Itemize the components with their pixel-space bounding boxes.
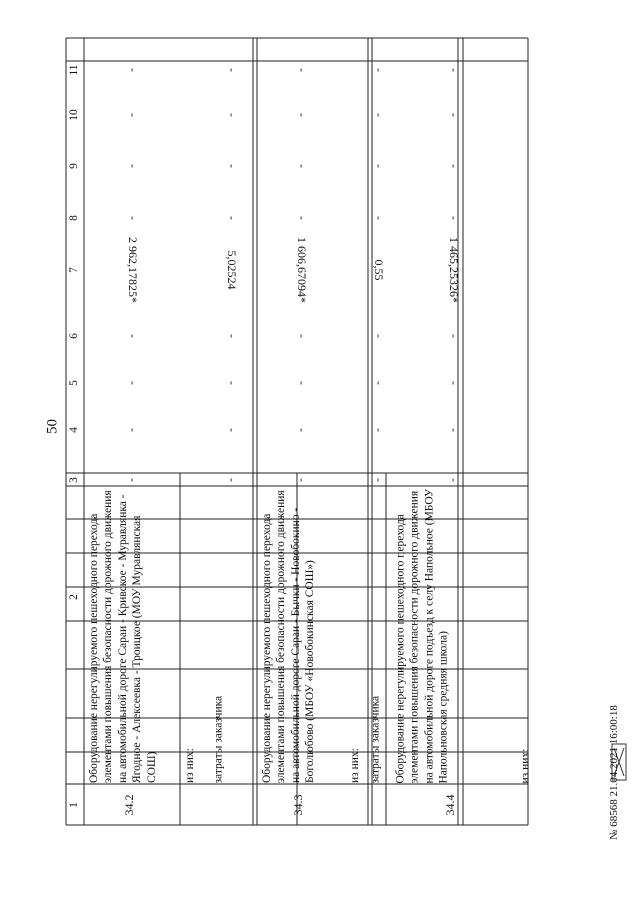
cell-c5: - bbox=[369, 381, 384, 385]
cell-c10: - bbox=[124, 113, 138, 117]
row-id: 34.3 bbox=[291, 794, 305, 816]
cell-c3: - bbox=[444, 478, 459, 482]
cell-c11: - bbox=[124, 68, 138, 72]
cell-c8: - bbox=[444, 216, 459, 220]
cell-c9: - bbox=[369, 164, 384, 168]
cell-c8: - bbox=[293, 216, 307, 220]
cell-c5: - bbox=[293, 381, 307, 385]
row-id: 34.2 bbox=[122, 794, 136, 816]
column-header-5: 5 bbox=[68, 380, 80, 386]
cell-c11: - bbox=[369, 68, 384, 72]
cell-c7: 0,55 bbox=[371, 259, 386, 281]
cell-c8: - bbox=[369, 216, 384, 220]
column-header-6: 6 bbox=[68, 333, 80, 339]
cell-c4: - bbox=[293, 428, 307, 432]
cell-c7: 1 465,25326* bbox=[446, 237, 461, 303]
row-description: Оборудование нерегулируемого пешеходного перехода элементами повышения безопасности дорожного движения на автомобильной дороге подъезд к селу Напольное (МБОУ Напольновская средняя школа) bbox=[394, 488, 450, 783]
cell-c11: - bbox=[444, 68, 459, 72]
cell-c7: 2 962,17825* bbox=[126, 237, 140, 303]
row-description: затраты заказчика bbox=[212, 695, 224, 783]
row-id: 34.4 bbox=[442, 794, 457, 816]
cell-c10: - bbox=[444, 113, 459, 117]
cell-c5: - bbox=[444, 381, 459, 385]
cell-c8: - bbox=[124, 216, 138, 220]
cell-c5: - bbox=[124, 381, 138, 385]
cell-c9: - bbox=[293, 164, 307, 168]
column-header-2: 2 bbox=[68, 594, 80, 600]
row-description: Оборудование нерегулируемого пешеходного перехода элементами повышения безопасности дорожного движения на автомобильной дороге Сараи - Бычки - Новобокино - Боголюбово (МБОУ «Новобокинская СОШ») bbox=[261, 490, 317, 783]
cell-c3: - bbox=[124, 478, 138, 482]
row-description: из них: bbox=[349, 748, 361, 783]
cell-c6: - bbox=[124, 334, 138, 338]
cell-c4: - bbox=[222, 428, 237, 432]
cell-c7: 5,02524 bbox=[224, 250, 239, 290]
cell-c11: - bbox=[293, 68, 307, 72]
column-header-4: 4 bbox=[68, 427, 80, 433]
column-header-1: 1 bbox=[68, 802, 80, 808]
page-number: 50 bbox=[44, 419, 61, 434]
cell-c6: - bbox=[293, 334, 307, 338]
column-header-7: 7 bbox=[68, 267, 80, 273]
cell-c6: - bbox=[369, 334, 384, 338]
row-description: затраты заказчика bbox=[369, 695, 381, 783]
cell-c9: - bbox=[444, 164, 459, 168]
cell-c4: - bbox=[369, 428, 384, 432]
cell-c9: - bbox=[222, 164, 237, 168]
cell-c9: - bbox=[124, 164, 138, 168]
cell-c3: - bbox=[369, 478, 384, 482]
cell-c11: - bbox=[222, 68, 237, 72]
cell-c8: - bbox=[222, 216, 237, 220]
column-header-10: 10 bbox=[68, 109, 80, 121]
row-description: из них: bbox=[184, 748, 196, 783]
column-header-3: 3 bbox=[68, 477, 80, 483]
column-header-11: 11 bbox=[68, 64, 80, 76]
registration-number: № 68568 21.04.2021 16:00:18 bbox=[608, 705, 620, 840]
cell-c3: - bbox=[293, 478, 307, 482]
cell-c10: - bbox=[293, 113, 307, 117]
cell-c3: - bbox=[222, 478, 237, 482]
cell-c4: - bbox=[444, 428, 459, 432]
column-header-9: 9 bbox=[68, 163, 80, 169]
cell-c10: - bbox=[222, 113, 237, 117]
cell-c7: 1 606,67094* bbox=[295, 237, 309, 303]
cell-c6: - bbox=[444, 334, 459, 338]
cell-c4: - bbox=[124, 428, 138, 432]
row-description: из них: bbox=[519, 748, 531, 783]
row-description: Оборудование нерегулируемого пешеходного перехода элементами повышения безопасности дорожного движения на автомобильной дороге Сараи - Кривское - Муравлянка - Ягодное - Алексеевка - Троицкое (МОУ Муравлянская СОШ) bbox=[88, 490, 158, 783]
cell-c5: - bbox=[222, 381, 237, 385]
cell-c10: - bbox=[369, 113, 384, 117]
cell-c6: - bbox=[222, 334, 237, 338]
column-header-8: 8 bbox=[68, 215, 80, 221]
